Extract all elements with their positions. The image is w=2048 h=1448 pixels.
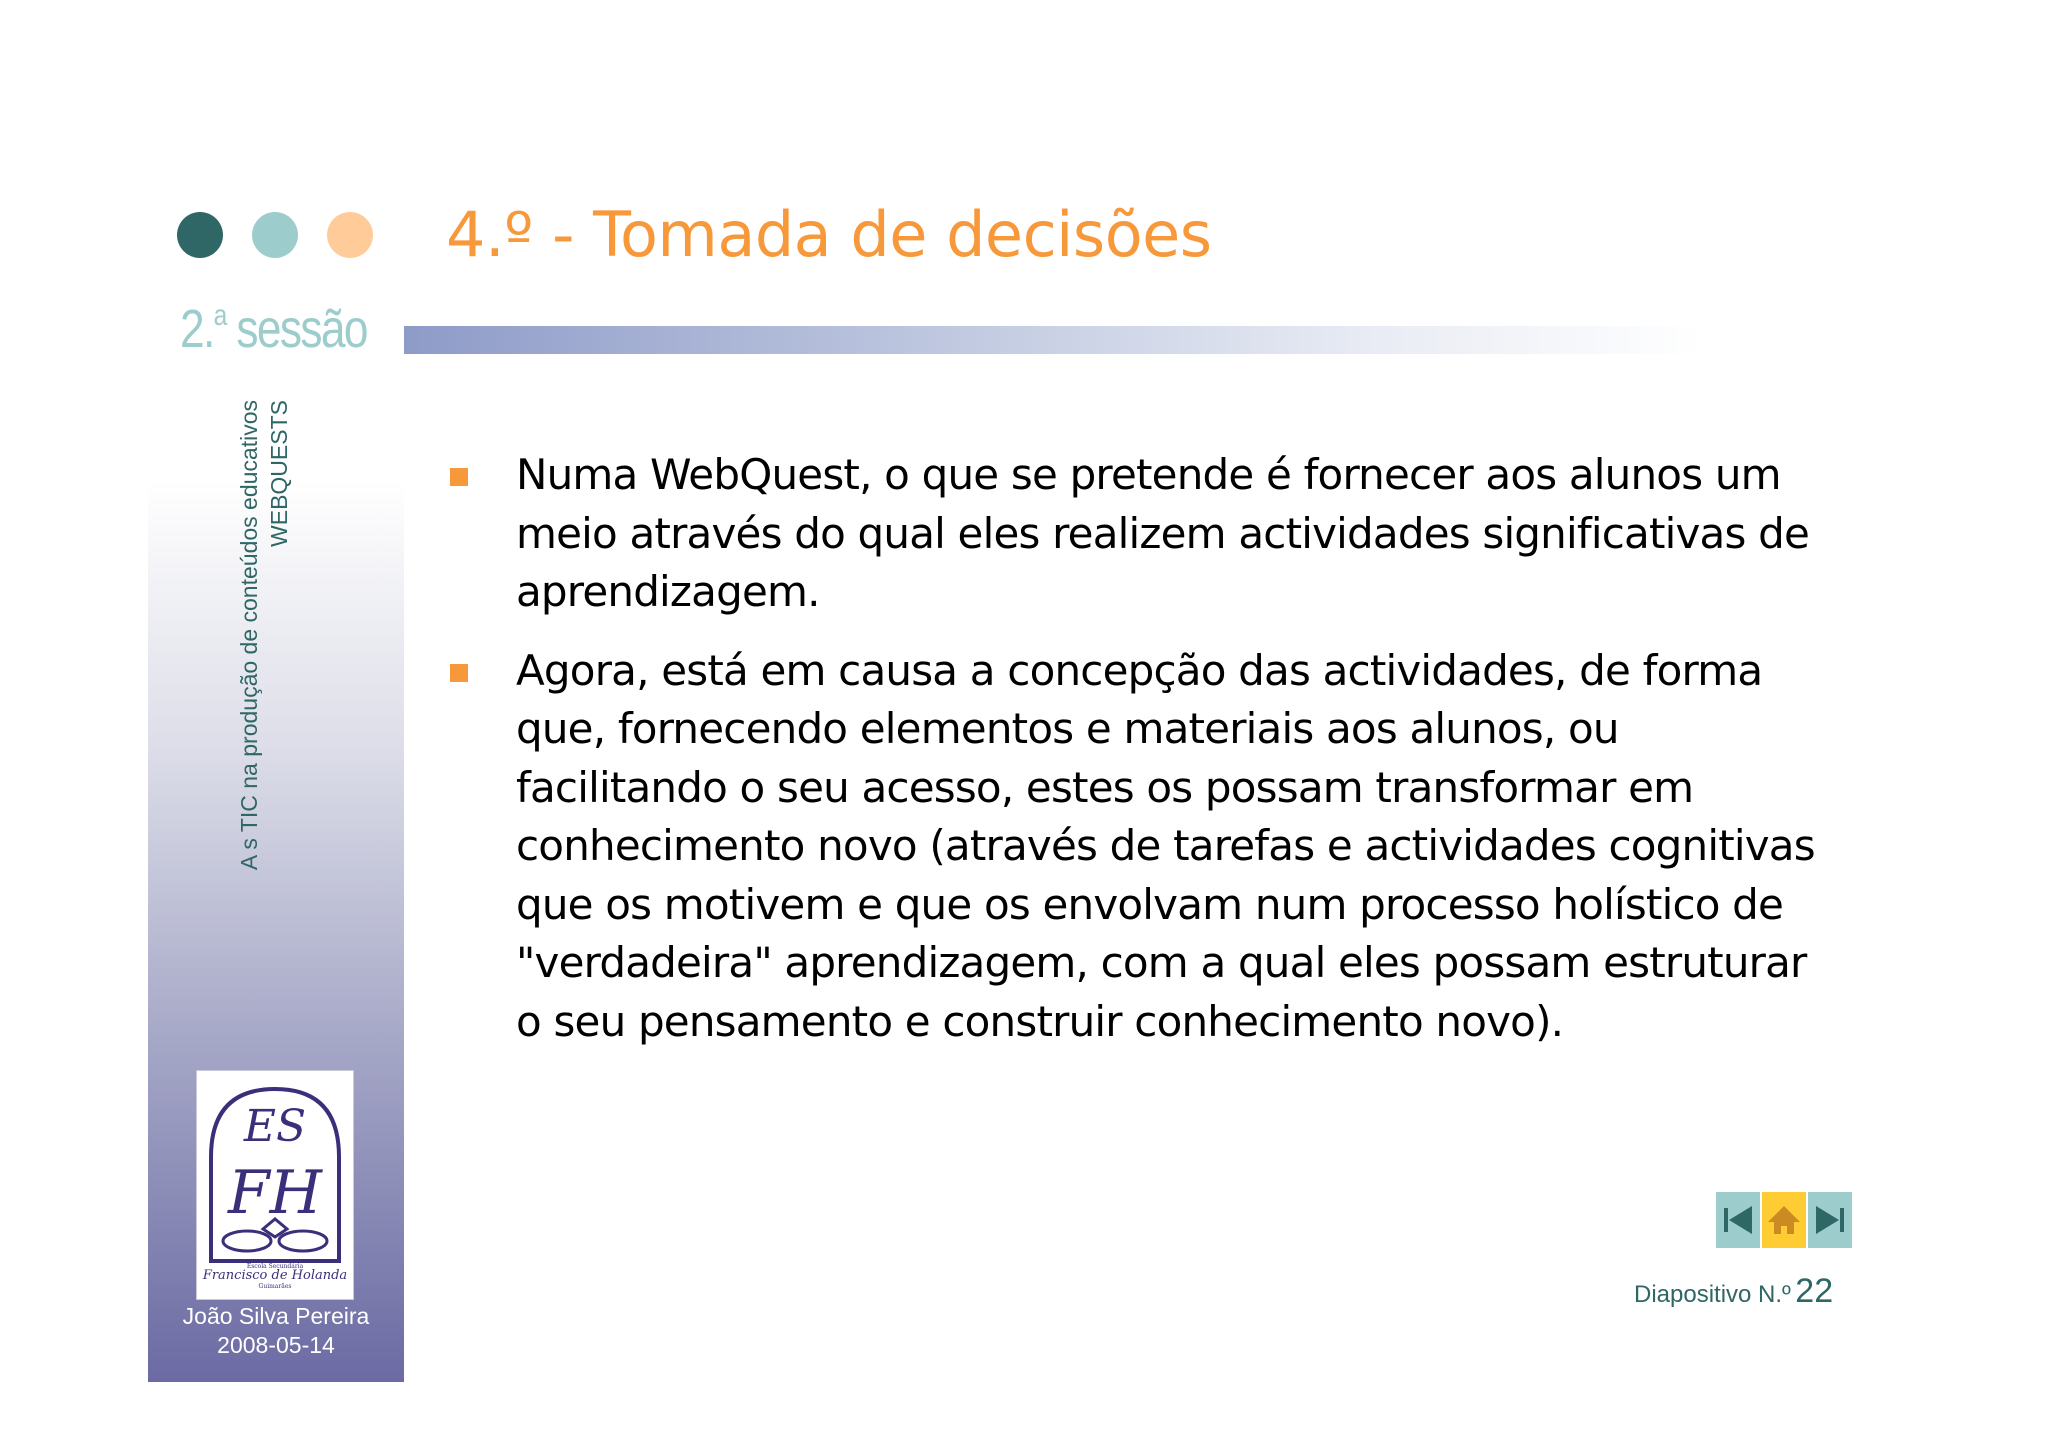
session-ordinal: a [213, 299, 226, 332]
light-teal-dot [252, 212, 298, 258]
bullet-text: Agora, está em causa a concepção das actividades, de forma que, fornecendo elementos e materiais aos alunos, ou facilitando o seu acesso, estes os possam transformar em conhecimento novo (através de tarefas e actividades cognitivas que os motivem e que os envolvam num processo holístico de "verdadeira" aprendizagem, com a qual eles possam estruturar o seu pensamento e construir conhecimento novo). [516, 645, 1815, 1046]
author-date: 2008-05-14 [217, 1332, 335, 1358]
slide-number [1634, 1272, 1833, 1311]
course-subtitle: WEBQUESTS [266, 400, 292, 547]
sidebar-vertical-caption [234, 400, 294, 900]
peach-dot [327, 212, 373, 258]
session-number: 2. [180, 299, 214, 359]
home-icon [1762, 1192, 1806, 1248]
square-bullet-icon [450, 468, 468, 486]
last-slide-button[interactable] [1808, 1192, 1852, 1248]
session-label [180, 298, 367, 360]
slide-number-value: 22 [1795, 1272, 1834, 1310]
first-slide-icon [1716, 1192, 1760, 1248]
svg-text:Francisco de Holanda: Francisco de Holanda [202, 1268, 348, 1283]
first-slide-button[interactable] [1716, 1192, 1760, 1248]
school-logo [196, 1070, 354, 1300]
svg-text:ES: ES [243, 1101, 307, 1152]
square-bullet-icon [450, 664, 468, 682]
bullet-text: Numa WebQuest, o que se pretende é fornecer aos alunos um meio através do qual eles realizem actividades significativas de aprendizagem. [516, 450, 1810, 616]
slide-title: 4.º - Tomada de decisões [446, 198, 1212, 271]
slide-number-label: Diapositivo N.º [1634, 1281, 1791, 1308]
dark-teal-dot [177, 212, 223, 258]
svg-text:Guimarães: Guimarães [258, 1283, 292, 1290]
last-slide-icon [1808, 1192, 1852, 1248]
school-crest-icon [197, 1071, 353, 1299]
author-block [148, 1302, 404, 1360]
home-button[interactable] [1762, 1192, 1806, 1248]
bullet-item [450, 446, 1830, 622]
title-underline-bar [404, 326, 1704, 354]
course-title: A s TIC na produção de conteúdos educativos [236, 400, 262, 871]
author-name: João Silva Pereira [182, 1303, 370, 1329]
bullet-item [450, 642, 1830, 1052]
svg-text:Escola Secundária: Escola Secundária [246, 1263, 304, 1270]
session-word: sessão [236, 299, 367, 359]
slide-content [450, 446, 1830, 1071]
svg-text:FH: FH [228, 1158, 322, 1228]
